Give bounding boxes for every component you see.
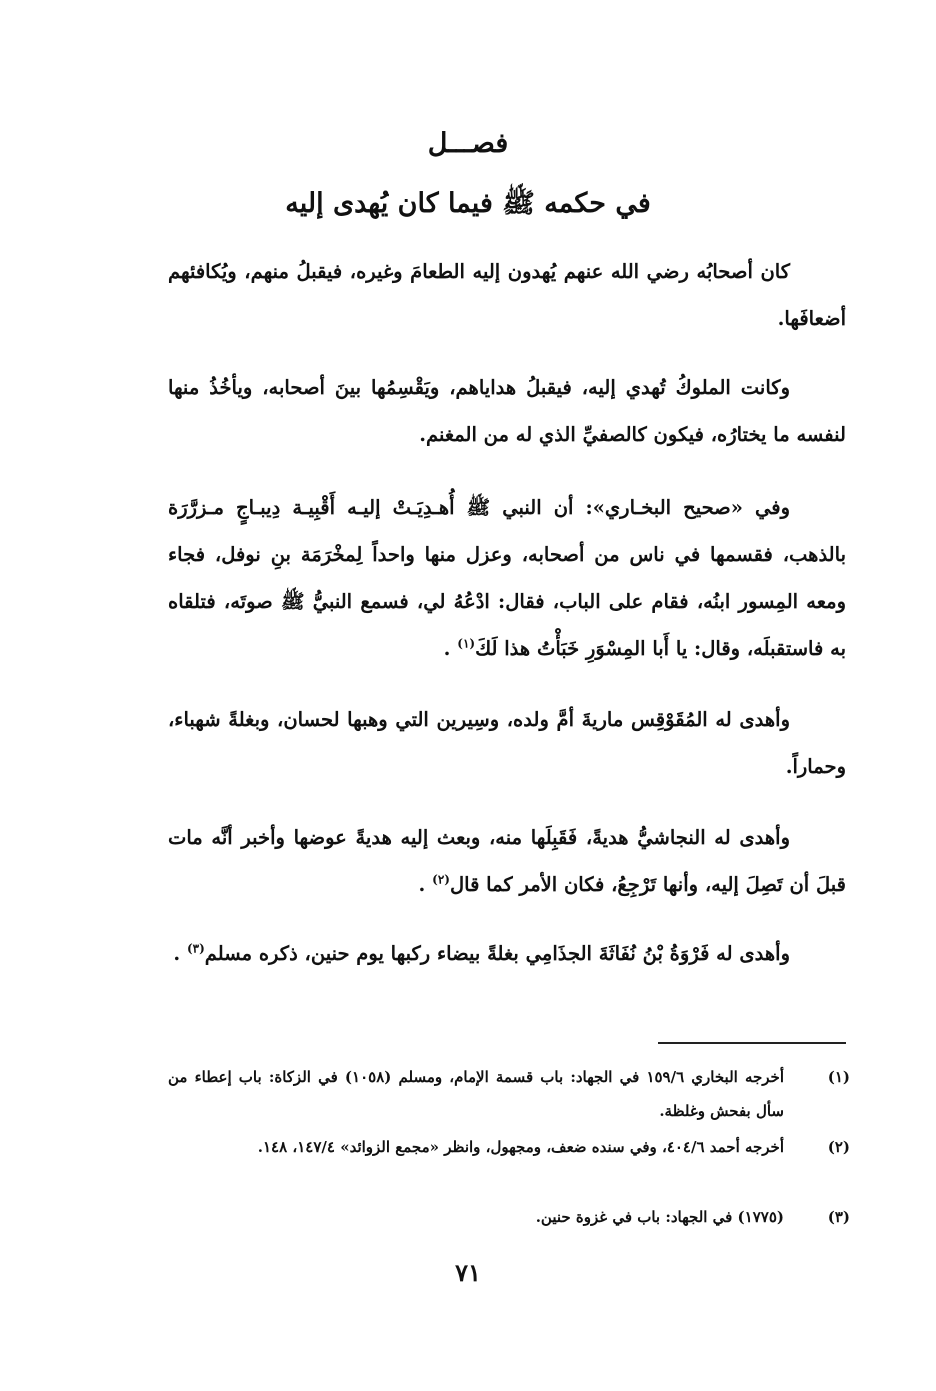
footnote-divider xyxy=(658,1042,846,1044)
footnote-text: أخرجه البخاري ١٥٩/٦ في الجهاد: باب قسمة الإمام، ومسلم (١٠٥٨) في الزكاة: باب إعطاء من سأل بفحش وغلظة. xyxy=(168,1068,784,1120)
section-title: فصـــل xyxy=(427,128,509,159)
footnote-3 xyxy=(168,1200,850,1234)
paragraph-text: وأهدى له النجاشيُّ هديةً، فَقَبِلَها منه، وبعث إليه هديةً عوضها وأخبر أنَّه مات قبلَ أن تَصِلَ إليه، وأنها تَرْجِعُ، فكان الأمر كما قال xyxy=(168,826,846,896)
footnote-number: (٣) xyxy=(827,1208,850,1226)
footnote-text: أخرجه أحمد ٤٠٤/٦، وفي سنده ضعف، ومجهول، وانظر «مجمع الزوائد» ١٤٧/٤، ١٤٨. xyxy=(257,1138,784,1156)
paragraph-end: . xyxy=(443,637,451,660)
paragraph-text: وكانت الملوكُ تُهدي إليه، فيقبلُ هداياهم، ويَقْسِمُها بينَ أصحابه، ويأخُذُ منها لنفسه ما يختارُه، فيكون كالصفيِّ الذي له من المغنم. xyxy=(168,376,846,446)
paragraph-text: وأهدى له المُقَوْقِس ماريةَ أمَّ ولده، وسِيرين التي وهبها لحسان، وبغلةً شهباء، وحماراً. xyxy=(168,708,846,778)
page-number: ٧١ xyxy=(455,1258,481,1287)
paragraph-companions-gifts xyxy=(168,248,846,342)
footnote-reference[interactable]: (١) xyxy=(457,636,476,651)
footnote-2 xyxy=(168,1130,850,1164)
paragraph-farwa-gift xyxy=(168,930,846,977)
paragraph-text: وأهدى له فَرْوَةُ بْنُ نُفَاثَةَ الجذَامِي بغلةً بيضاء ركبها يوم حنين، ذكره مسلم xyxy=(204,942,790,965)
paragraph-muqawqis-gift xyxy=(168,696,846,790)
footnote-reference[interactable]: (٣) xyxy=(186,941,205,956)
paragraph-text: كان أصحابُه رضي الله عنهم يُهدون إليه الطعامَ وغيره، فيقبلُ منهم، ويُكافئهم أضعافَها. xyxy=(168,260,846,330)
footnote-text: (١٧٧٥) في الجهاد: باب في غزوة حنين. xyxy=(535,1208,784,1226)
footnote-1 xyxy=(168,1060,850,1128)
footnote-number: (٢) xyxy=(827,1138,850,1156)
footnote-number: (١) xyxy=(827,1068,850,1086)
paragraph-end: . xyxy=(418,873,426,896)
paragraph-end: . xyxy=(173,942,181,965)
paragraph-kings-gifts xyxy=(168,364,846,458)
section-subtitle: في حكمه ﷺ فيما كان يُهدى إليه xyxy=(285,188,651,219)
footnote-reference[interactable]: (٢) xyxy=(432,872,450,887)
paragraph-text: وفي «صحيح البخـاري»: أن النبي ﷺ أُهـدِيَـتْ إليـه أَقْبِيـة دِيبـاجٍ مـزرَّرَة بالذهب، فقسمها في ناس من أصحابه، وعزل منها واحداً لِمخْرَمَة بنِ نوفل، فجاء ومعه المِسور ابنُه، فقام على الباب، فقال: ادْعُهُ لي، فسمع النبيُّ ﷺ صوتَه، فتلقاه به فاستقبلَه، وقال: يا أَبا المِسْوَرِ خَبَأْتُ هذا لَكَ xyxy=(168,496,846,660)
paragraph-najashi-gift xyxy=(168,814,846,908)
paragraph-bukhari-hadith xyxy=(168,484,846,672)
